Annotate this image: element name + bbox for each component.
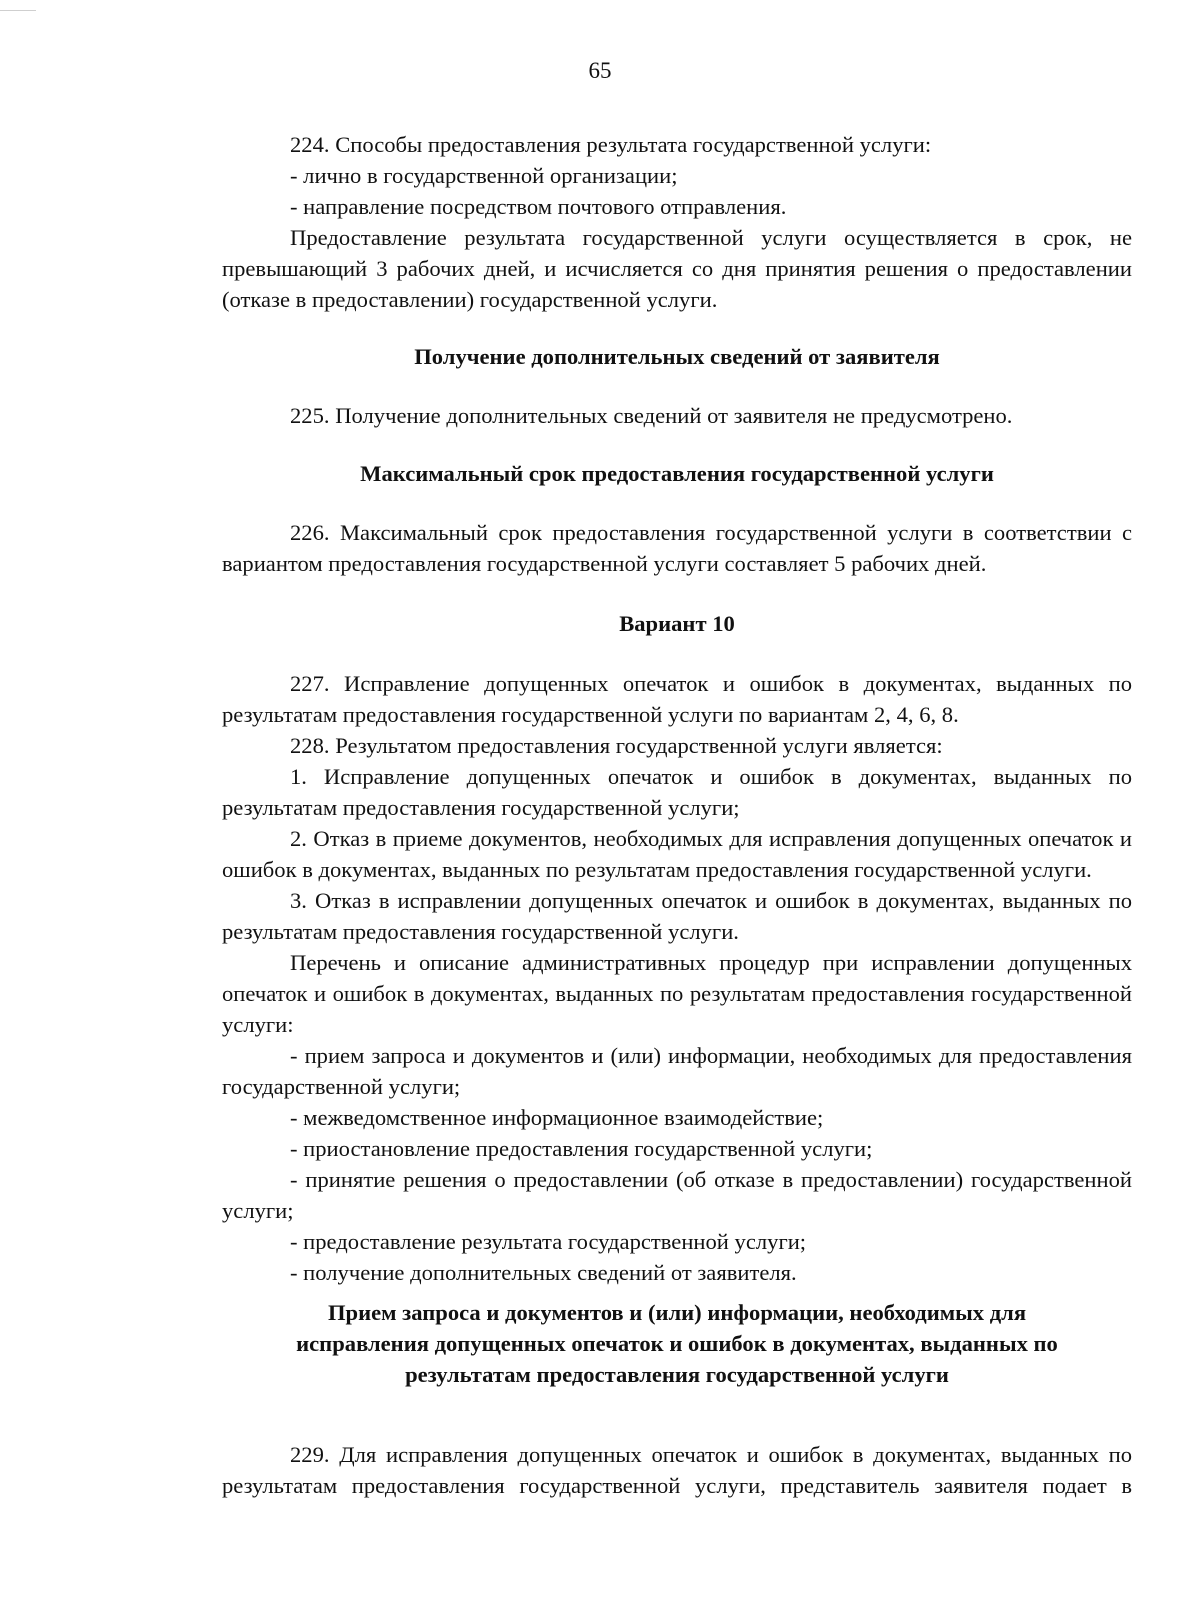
- paragraph-228-item-3: 3. Отказ в исправлении допущенных опечаток и ошибок в документах, выданных по результатам предоставления государственной услуги.: [222, 888, 1132, 944]
- paragraph-procedures-intro: Перечень и описание административных процедур при исправлении допущенных опечаток и ошибок в документах, выданных по результатам предоставления государственной услуги:: [222, 950, 1132, 1037]
- heading-max-term-wrap: [222, 458, 1132, 489]
- paragraph-224-term: Предоставление результата государственной услуги осуществляется в срок, не превышающий 3 рабочих дней, и исчисляется со дня принятия решения о предоставлении (отказе в предоставлении) государственной услуги.: [222, 225, 1132, 312]
- heading-max-term: Максимальный срок предоставления государственной услуги: [360, 461, 994, 486]
- list-item-procedure-4: - принятие решения о предоставлении (об отказе в предоставлении) государственной услуги;: [222, 1167, 1132, 1223]
- list-item-procedure-2: - межведомственное информационное взаимодействие;: [290, 1105, 824, 1130]
- paragraph-227: 227. Исправление допущенных опечаток и ошибок в документах, выданных по результатам предоставления государственной услуги по вариантам 2, 4, 6, 8.: [222, 671, 1132, 727]
- paragraph-228: 228. Результатом предоставления государственной услуги является:: [290, 733, 943, 758]
- paragraph-229: 229. Для исправления допущенных опечаток и ошибок в документах, выданных по результатам предоставления государственной услуги, представитель заявителя подает в: [222, 1442, 1132, 1498]
- heading-variant: Вариант 10: [619, 611, 735, 636]
- list-item-procedure-3: - приостановление предоставления государственной услуги;: [290, 1136, 873, 1161]
- list-item-procedure-6: - получение дополнительных сведений от заявителя.: [290, 1260, 797, 1285]
- paragraph-226: 226. Максимальный срок предоставления государственной услуги в соответствии с вариантом предоставления государственной услуги составляет 5 рабочих дней.: [222, 520, 1132, 576]
- paragraph-225: 225. Получение дополнительных сведений от заявителя не предусмотрено.: [290, 403, 1013, 428]
- paragraph-224-item-a: - лично в государственной организации;: [290, 163, 678, 188]
- section-226: [222, 517, 1132, 579]
- heading-variant-wrap: [222, 608, 1132, 639]
- heading-additional-info-wrap: [222, 341, 1132, 372]
- section-225: [222, 400, 1132, 431]
- paragraph-224-item-b: - направление посредством почтового отправления.: [290, 194, 787, 219]
- list-item-procedure-5: - предоставление результата государственной услуги;: [290, 1229, 807, 1254]
- section-227-228: [222, 668, 1132, 1288]
- scan-edge-mark: [0, 10, 36, 11]
- section-224: [222, 129, 1132, 315]
- paragraph-224: 224. Способы предоставления результата государственной услуги:: [290, 132, 932, 157]
- heading-reception-line-1: Прием запроса и документов и (или) информации, необходимых для: [327, 1300, 1027, 1325]
- heading-reception-line-3: результатам предоставления государственной услуги: [405, 1362, 949, 1387]
- paragraph-228-item-1: 1. Исправление допущенных опечаток и ошибок в документах, выданных по результатам предоставления государственной услуги;: [222, 764, 1132, 820]
- section-229: [222, 1439, 1132, 1501]
- heading-reception-wrap: [222, 1297, 1132, 1390]
- paragraph-228-item-2: 2. Отказ в приеме документов, необходимых для исправления допущенных опечаток и ошибок в документах, выданных по результатам предоставления государственной услуги.: [222, 826, 1132, 882]
- page-number: 65: [588, 58, 612, 83]
- list-item-procedure-1: - прием запроса и документов и (или) информации, необходимых для предоставления государственной услуги;: [222, 1043, 1132, 1099]
- heading-reception-line-2: исправления допущенных опечаток и ошибок в документах, выданных по: [296, 1331, 1058, 1356]
- heading-additional-info: Получение дополнительных сведений от заявителя: [414, 344, 940, 369]
